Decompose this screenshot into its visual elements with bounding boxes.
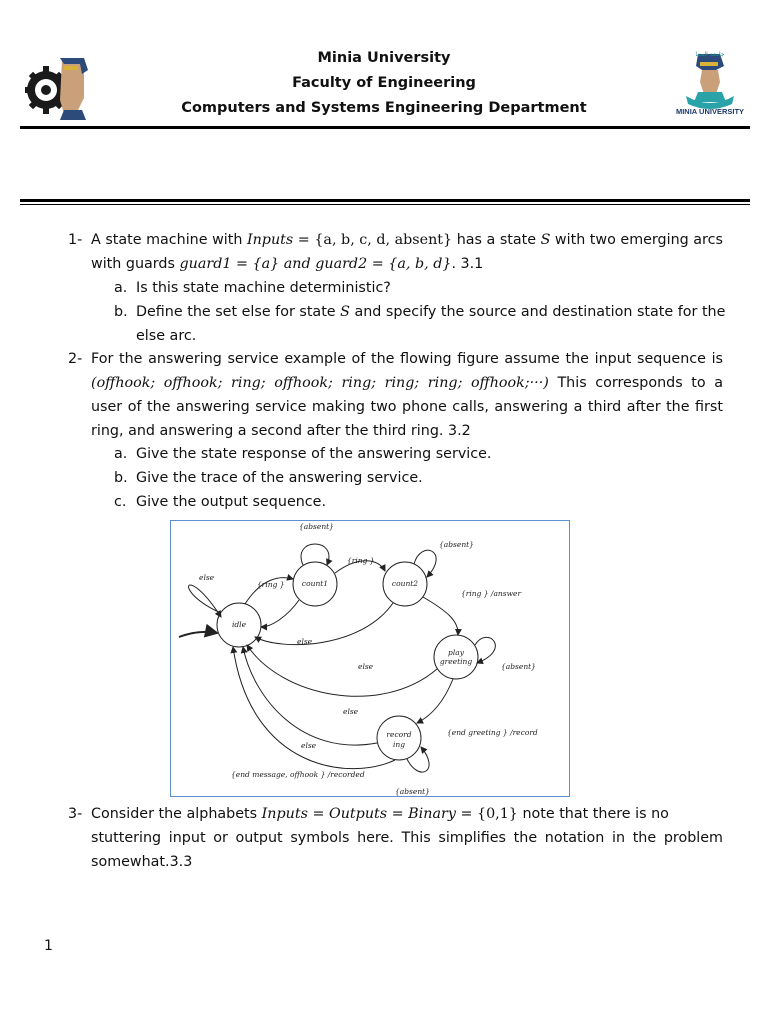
label-else-count2: else bbox=[358, 662, 374, 671]
header-titles bbox=[0, 46, 768, 121]
q1b-letter: b. bbox=[114, 304, 128, 320]
q2a-text: Give the state response of the answering service. bbox=[136, 446, 492, 462]
q1-number: 1- bbox=[68, 232, 83, 248]
arc-count2-play bbox=[423, 597, 458, 635]
loop-record bbox=[407, 747, 429, 772]
section-rule-thin bbox=[20, 204, 750, 205]
university-logo-script: جامعة المنيا bbox=[695, 51, 725, 58]
q2-line4: ring, and answering a second after the third ring. 3.2 bbox=[91, 423, 471, 439]
department-name: Computers and Systems Engineering Department bbox=[181, 100, 587, 116]
university-logo-text: MINIA UNIVERSITY bbox=[676, 107, 744, 116]
label-end-greeting: {end greeting } /record bbox=[447, 728, 538, 737]
label-absent-count1: {absent} bbox=[299, 522, 334, 531]
q1a-letter: a. bbox=[114, 280, 128, 296]
label-absent-play: {absent} bbox=[501, 662, 536, 671]
q3-line2: stuttering input or output symbols here. This simplifies the notation in the problem bbox=[91, 830, 723, 846]
header-rule bbox=[20, 126, 750, 129]
label-else-count1: else bbox=[297, 637, 313, 646]
label-ring-answer: {ring } /answer bbox=[461, 589, 522, 598]
arc-count1-idle bbox=[261, 600, 299, 627]
q2-line2: (offhook; offhook; ring; offhook; ring; ring; ring; offhook;···) This corresponds to a bbox=[91, 375, 723, 391]
loop-count2 bbox=[414, 550, 436, 577]
university-name: Minia University bbox=[317, 50, 451, 66]
q2-number: 2- bbox=[68, 351, 83, 367]
q1b-line2: else arc. bbox=[136, 328, 197, 344]
state-play-label1: play bbox=[448, 648, 464, 657]
arc-play-record bbox=[417, 679, 453, 723]
label-else-idle: else bbox=[199, 573, 215, 582]
label-else-record: else bbox=[301, 741, 317, 750]
state-idle-label: idle bbox=[231, 620, 247, 629]
label-end-message: {end message, offhook } /recorded bbox=[231, 770, 365, 779]
page-number: 1 bbox=[44, 938, 53, 954]
label-ring-idle-c1: {ring } bbox=[257, 580, 285, 589]
q2c-letter: c. bbox=[114, 494, 127, 510]
q2b-text: Give the trace of the answering service. bbox=[136, 470, 423, 486]
q1-line1: A state machine with Inputs = {a, b, c, d, absent} has a state S with two emerging arcs bbox=[91, 232, 723, 248]
state-record-label2: ing bbox=[392, 740, 406, 749]
state-count1-label: count1 bbox=[301, 579, 329, 588]
q2c-text: Give the output sequence. bbox=[136, 494, 326, 510]
q1-line2: with guards guard1 = {a} and guard2 = {a, b, d}. 3.1 bbox=[91, 256, 484, 272]
q3-line3: somewhat.3.3 bbox=[91, 854, 193, 870]
arc-play-idle bbox=[247, 645, 437, 696]
label-absent-count2: {absent} bbox=[439, 540, 474, 549]
state-machine-diagram bbox=[171, 521, 569, 796]
label-absent-record: {absent} bbox=[395, 787, 430, 796]
q1a-text: Is this state machine deterministic? bbox=[136, 280, 391, 296]
state-machine-figure bbox=[170, 520, 570, 797]
loop-idle bbox=[189, 585, 221, 617]
arc-count2-idle bbox=[255, 603, 393, 645]
q3-line1: Consider the alphabets Inputs = Outputs = Binary = {0,1} note that there is no bbox=[91, 806, 669, 822]
q2b-letter: b. bbox=[114, 470, 128, 486]
state-record-label1: record bbox=[386, 730, 412, 739]
faculty-name: Faculty of Engineering bbox=[292, 75, 476, 91]
q3-number: 3- bbox=[68, 806, 83, 822]
q2-line1: For the answering service example of the flowing figure assume the input sequence is bbox=[91, 351, 723, 367]
initial-arrow bbox=[179, 632, 217, 637]
q1b-line1: Define the set else for state S and specify the source and destination state for the bbox=[136, 304, 726, 320]
q2-line3: user of the answering service making two phone calls, answering a third after the first bbox=[91, 399, 723, 415]
q2a-letter: a. bbox=[114, 446, 128, 462]
section-rule-thick bbox=[20, 199, 750, 202]
state-play-label2: greeting bbox=[439, 657, 473, 666]
state-count2-label: count2 bbox=[391, 579, 419, 588]
label-else-play: else bbox=[343, 707, 359, 716]
label-ring-c1c2: {ring } bbox=[347, 556, 375, 565]
